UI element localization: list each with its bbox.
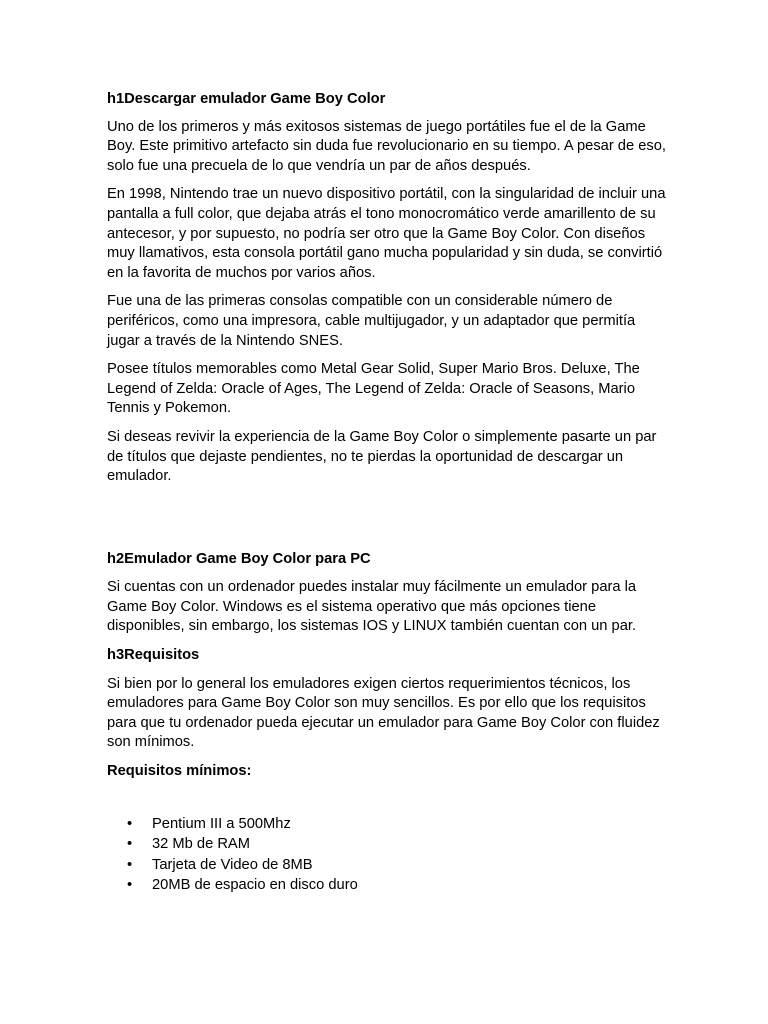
intro-paragraph-2: En 1998, Nintendo trae un nuevo dispositivo portátil, con la singularidad de incluir una pantalla a full color, que dejaba atrás el tono monocromático verde amarillento de su antecesor, y por supuesto, no podría ser otro que la Game Boy Color. Con diseños muy llamativos, esta consola portátil gano mucha popularidad y sin duda, se convirtió en la favorita de muchos por varios años. xyxy=(107,186,666,281)
bullet-icon: • xyxy=(127,856,133,873)
heading-h3: h3Requisitos xyxy=(107,647,200,664)
list-item xyxy=(107,875,667,896)
intro-paragraph-5: Si deseas revivir la experiencia de la Game Boy Color o simplemente pasarte un par de títulos que dejaste pendientes, no te pierdas la oportunidad de descargar un emulador. xyxy=(107,428,657,485)
heading-h2: h2Emulador Game Boy Color para PC xyxy=(107,550,371,567)
bullet-icon: • xyxy=(127,836,133,853)
requisitos-list xyxy=(107,814,667,896)
requisitos-paragraph: Si bien por lo general los emuladores exigen ciertos requerimientos técnicos, los emuladores para Game Boy Color son muy sencillos. Es por ello que los requisitos para que tu ordenador pueda ejecutar un emulador para Game Boy Color con fluidez son mínimos. xyxy=(107,675,660,751)
list-item xyxy=(107,834,667,855)
document-page xyxy=(107,90,667,896)
bullet-icon: • xyxy=(127,815,133,832)
list-item-text: 20MB de espacio en disco duro xyxy=(152,877,358,894)
list-item xyxy=(107,855,667,876)
intro-paragraph-1: Uno de los primeros y más exitosos sistemas de juego portátiles fue el de la Game Boy. Este primitivo artefacto sin duda fue revolucionario en su tiempo. A pesar de eso, solo fue una precuela de lo que vendría un par de años después. xyxy=(107,118,666,174)
heading-h1: h1Descargar emulador Game Boy Color xyxy=(107,91,386,107)
requisitos-minimos-label: Requisitos mínimos: xyxy=(107,763,252,780)
list-item xyxy=(107,814,667,835)
intro-paragraph-3: Fue una de las primeras consolas compatible con un considerable número de periféricos, como una impresora, cable multijugador, y un adaptador que permitía jugar a través de la Nintendo SNES. xyxy=(107,293,636,349)
bullet-icon: • xyxy=(127,877,133,894)
pc-paragraph: Si cuentas con un ordenador puedes instalar muy fácilmente un emulador para la Game Boy Color. Windows es el sistema operativo que más opciones tiene disponibles, sin embargo, los sistemas IOS y LINUX también cuentan con un par. xyxy=(107,579,637,635)
intro-paragraph-4: Posee títulos memorables como Metal Gear Solid, Super Mario Bros. Deluxe, The Legend of Zelda: Oracle of Ages, The Legend of Zelda: Oracle of Seasons, Mario Tennis y Pokemon. xyxy=(107,361,640,417)
list-item-text: Pentium III a 500Mhz xyxy=(152,815,291,832)
list-item-text: Tarjeta de Video de 8MB xyxy=(152,856,313,873)
list-item-text: 32 Mb de RAM xyxy=(152,836,250,853)
